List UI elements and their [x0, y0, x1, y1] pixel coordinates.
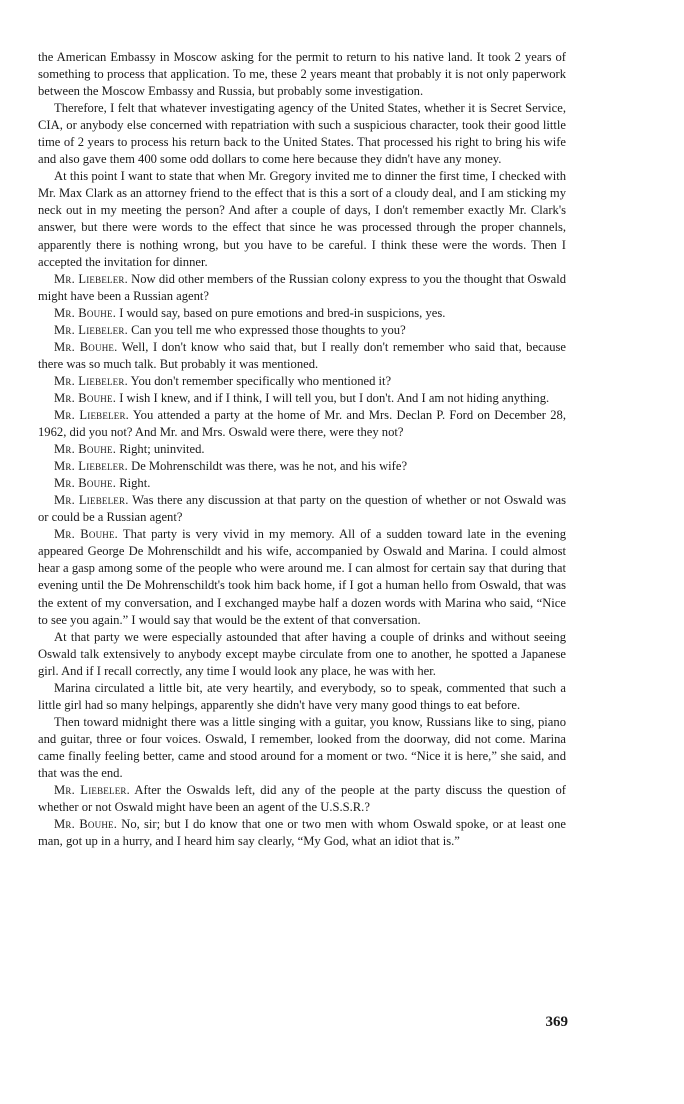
paragraph: Mr. Bouhe. Right; uninvited.: [54, 442, 205, 457]
speaker-label: Mr. Bouhe.: [54, 817, 118, 832]
paragraph: Mr. Bouhe. Well, I don't know who said that, but I really don't remember who said that, because there was so much talk. But probably it was mentioned.: [38, 339, 566, 371]
paragraph: Mr. Bouhe. I wish I knew, and if I think, I will tell you, but I don't. And I am not hiding anything.: [54, 390, 550, 405]
speaker-label: Mr. Bouhe.: [54, 442, 117, 457]
paragraph: Mr. Liebeler. Was there any discussion at that party on the question of whether or not Oswald was or could be a Russian agent?: [38, 493, 567, 525]
paragraph: Mr. Liebeler. Can you tell me who expressed those thoughts to you?: [54, 322, 406, 337]
speaker-label: Mr. Liebeler.: [54, 322, 128, 337]
paragraph: Mr. Liebeler. You attended a party at the home of Mr. and Mrs. Declan P. Ford on December 28, 1962, did you not? And Mr. and Mrs. Oswald were there, were they not?: [38, 407, 566, 440]
paragraph: Marina circulated a little bit, ate very heartily, and everybody, so to speak, commented that such a little girl had so many helpings, apparently she didn't have very many good things to eat before.: [38, 680, 566, 712]
testimony-text: [38, 49, 566, 850]
paragraph: At that party we were especially astounded that after having a couple of drinks and without seeing Oswald talk extensively to anybody except maybe circulate from one to another, he spotted a Japanese girl. And if I recall correctly, any time I would look any place, he was with her.: [38, 629, 566, 678]
speaker-label: Mr. Bouhe.: [54, 305, 117, 320]
speaker-label: Mr. Liebeler.: [54, 373, 128, 388]
paragraph: Mr. Bouhe. No, sir; but I do know that one or two men with whom Oswald spoke, or at least one man, got up in a hurry, and I heard him say clearly, “My God, what an idiot that is.”: [38, 817, 566, 849]
speaker-label: Mr. Bouhe.: [54, 527, 119, 542]
paragraph: Mr. Bouhe. Right.: [54, 476, 151, 491]
paragraph: At this point I want to state that when Mr. Gregory invited me to dinner the first time, I checked with Mr. Max Clark as an attorney friend to the effect that is this a sort of a cloudy deal, and I am sticking my neck out in my meeting the person? And after a couple of days, I don't remember exactly Mr. Clark's answer, but there were words to the effect that since he was processed through the proper channels, apparently there is nothing wrong, but you have to be careful. I think these were the words. Then I accepted the invitation for dinner.: [38, 169, 566, 269]
speaker-label: Mr. Bouhe.: [54, 390, 117, 405]
paragraph: Mr. Liebeler. Now did other members of the Russian colony express to you the thought that Oswald might have been a Russian agent?: [38, 271, 566, 303]
paragraph: Mr. Liebeler. De Mohrenschildt was there, was he not, and his wife?: [54, 459, 408, 474]
paragraph: Therefore, I felt that whatever investigating agency of the United States, whether it is Secret Service, CIA, or anybody else concerned with repatriation with such a suspicious character, took their good little time of 2 years to process his return back to the United States. That processed his right to bring his wife and also gave them 400 some odd dollars to come here because they didn't have any money.: [38, 101, 566, 167]
paragraph: Mr. Bouhe. That party is very vivid in my memory. All of a sudden toward late in the evening appeared George De Mohrenschildt and his wife, accompanied by Oswald and Marina. I could almost hear a gasp among some of the people who were around me. I can almost for certain say that during that evening until the De Mohrenschildt's took him back home, if I got a human hello from Oswald, that was the extent of my conversation, and I exchanged maybe half a dozen words with Marina who said, “Nice to see you again.” I would say that would be the extent of that conversation.: [38, 527, 566, 627]
paragraph: the American Embassy in Moscow asking for the permit to return to his native land. It took 2 years of something to process that application. To me, these 2 years meant that probably it is not only paperwork between the Moscow Embassy and Russia, but probably some investigation.: [38, 50, 566, 99]
paragraph: Mr. Bouhe. I would say, based on pure emotions and bred-in suspicions, yes.: [54, 305, 446, 320]
paragraph: Then toward midnight there was a little singing with a guitar, you know, Russians like to sing, piano and guitar, three or four voices. Oswald, I remember, looked from the doorway, did not come. Marina came finally feeling better, came and stood around for a moment or two. “Nice it is here,” she said, and that was the end.: [38, 714, 566, 780]
speaker-label: Mr. Bouhe.: [54, 476, 117, 491]
speaker-label: Mr. Liebeler.: [54, 783, 130, 798]
paragraph: Mr. Liebeler. After the Oswalds left, did any of the people at the party discuss the question of whether or not Oswald might have been an agent of the U.S.S.R.?: [38, 783, 566, 815]
speaker-label: Mr. Liebeler.: [54, 493, 129, 508]
speaker-label: Mr. Liebeler.: [54, 271, 128, 286]
page-number: 369: [545, 1014, 568, 1030]
paragraph: Mr. Liebeler. You don't remember specifically who mentioned it?: [54, 373, 392, 388]
speaker-label: Mr. Liebeler.: [54, 459, 128, 474]
speaker-label: Mr. Liebeler.: [54, 407, 130, 422]
speaker-label: Mr. Bouhe.: [54, 339, 118, 354]
